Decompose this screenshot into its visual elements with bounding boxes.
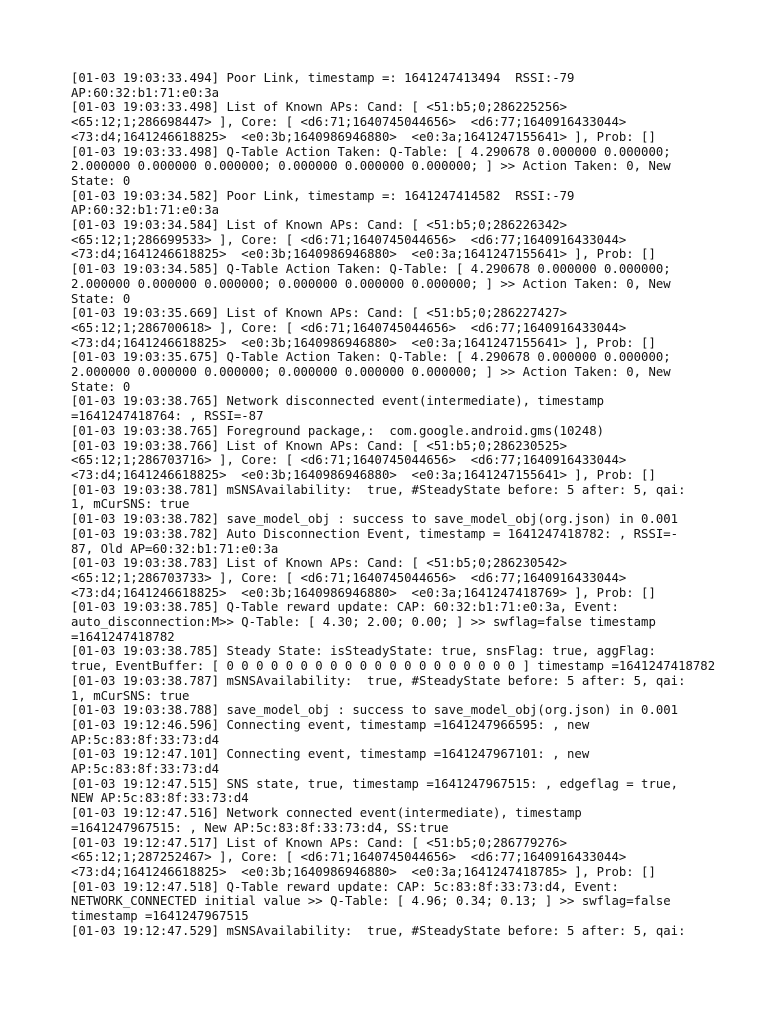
log-line: <73:d4;1641246618825> <e0:3b;1640986946880> <e0:3a;1641247155641> ], Prob: []: [71, 129, 656, 144]
log-line: [01-03 19:12:47.515] SNS state, true, timestamp =1641247967515: , edgeflag = true,: [71, 776, 679, 791]
log-line: <65:12;1;286699533> ], Core: [ <d6:71;1640745044656> <d6:77;1640916433044>: [71, 232, 627, 247]
log-line: 1, mCurSNS: true: [71, 497, 190, 512]
log-line: NETWORK_CONNECTED initial value >> Q-Table: [ 4.96; 0.34; 0.13; ] >> swflag=false: [71, 894, 671, 909]
log-line: <65:12;1;286698447> ], Core: [ <d6:71;1640745044656> <d6:77;1640916433044>: [71, 115, 627, 130]
log-line: [01-03 19:12:47.529] mSNSAvailability: true, #SteadyState before: 5 after: 5, qai:: [71, 923, 686, 938]
log-line: =1641247967515: , New AP:5c:83:8f:33:73:d4, SS:true: [71, 820, 449, 835]
log-line: auto_disconnection:M>> Q-Table: [ 4.30; 2.00; 0.00; ] >> swflag=false timestamp: [71, 615, 656, 630]
log-line: timestamp =1641247967515: [71, 909, 249, 924]
log-line: [01-03 19:03:38.781] mSNSAvailability: true, #SteadyState before: 5 after: 5, qai:: [71, 482, 686, 497]
log-line: <73:d4;1641246618825> <e0:3b;1640986946880> <e0:3a;1641247418769> ], Prob: []: [71, 585, 656, 600]
log-line: <73:d4;1641246618825> <e0:3b;1640986946880> <e0:3a;1641247418785> ], Prob: []: [71, 864, 656, 879]
log-line: [01-03 19:03:33.498] List of Known APs: Cand: [ <51:b5;0;286225256>: [71, 100, 568, 115]
log-line: 1, mCurSNS: true: [71, 688, 190, 703]
log-line: State: 0: [71, 173, 131, 188]
log-line: 2.000000 0.000000 0.000000; 0.000000 0.000000 0.000000; ] >> Action Taken: 0, New: [71, 276, 671, 291]
log-body: [71, 71, 716, 938]
log-line: <73:d4;1641246618825> <e0:3b;1640986946880> <e0:3a;1641247155641> ], Prob: []: [71, 247, 656, 262]
log-line: [01-03 19:12:47.518] Q-Table reward update: CAP: 5c:83:8f:33:73:d4, Event:: [71, 879, 619, 894]
log-line: [01-03 19:03:33.498] Q-Table Action Taken: Q-Table: [ 4.290678 0.000000 0.000000;: [71, 144, 671, 159]
log-document: [71, 71, 716, 938]
log-line: =1641247418764: , RSSI=-87: [71, 409, 264, 424]
log-line: <73:d4;1641246618825> <e0:3b;1640986946880> <e0:3a;1641247155641> ], Prob: []: [71, 335, 656, 350]
log-line: <65:12;1;286700618> ], Core: [ <d6:71;1640745044656> <d6:77;1640916433044>: [71, 320, 627, 335]
log-line: [01-03 19:12:46.596] Connecting event, timestamp =1641247966595: , new: [71, 717, 590, 732]
log-line: [01-03 19:03:38.788] save_model_obj : success to save_model_obj(org.json) in 0.001: [71, 703, 679, 718]
log-line: <65:12;1;287252467> ], Core: [ <d6:71;1640745044656> <d6:77;1640916433044>: [71, 850, 627, 865]
log-line: =1641247418782: [71, 629, 175, 644]
log-line: State: 0: [71, 291, 131, 306]
log-line: [01-03 19:03:35.675] Q-Table Action Taken: Q-Table: [ 4.290678 0.000000 0.000000;: [71, 350, 671, 365]
log-line: AP:60:32:b1:71:e0:3a: [71, 85, 220, 100]
log-line: [01-03 19:12:47.101] Connecting event, timestamp =1641247967101: , new: [71, 747, 590, 762]
log-line: [01-03 19:03:38.765] Network disconnected event(intermediate), timestamp: [71, 394, 605, 409]
log-line: [01-03 19:03:38.783] List of Known APs: Cand: [ <51:b5;0;286230542>: [71, 556, 568, 571]
log-line: <73:d4;1641246618825> <e0:3b;1640986946880> <e0:3a;1641247155641> ], Prob: []: [71, 467, 656, 482]
log-line: 87, Old AP=60:32:b1:71:e0:3a: [71, 541, 279, 556]
log-line: AP:5c:83:8f:33:73:d4: [71, 732, 220, 747]
log-line: [01-03 19:03:38.782] Auto Disconnection Event, timestamp = 1641247418782: , RSSI=-: [71, 526, 679, 541]
log-line: true, EventBuffer: [ 0 0 0 0 0 0 0 0 0 0 0 0 0 0 0 0 0 0 0 0 ] timestamp =1641247418782: [71, 659, 716, 674]
log-line: NEW AP:5c:83:8f:33:73:d4: [71, 791, 249, 806]
log-line: State: 0: [71, 379, 131, 394]
log-line: 2.000000 0.000000 0.000000; 0.000000 0.000000 0.000000; ] >> Action Taken: 0, New: [71, 159, 671, 174]
log-line: 2.000000 0.000000 0.000000; 0.000000 0.000000 0.000000; ] >> Action Taken: 0, New: [71, 365, 671, 380]
log-line: [01-03 19:12:47.516] Network connected event(intermediate), timestamp: [71, 806, 582, 821]
log-line: <65:12;1;286703733> ], Core: [ <d6:71;1640745044656> <d6:77;1640916433044>: [71, 570, 627, 585]
log-line: [01-03 19:03:38.782] save_model_obj : success to save_model_obj(org.json) in 0.001: [71, 512, 679, 527]
log-line: AP:5c:83:8f:33:73:d4: [71, 762, 220, 777]
log-line: [01-03 19:03:34.582] Poor Link, timestamp =: 1641247414582 RSSI:-79: [71, 188, 575, 203]
log-line: <65:12;1;286703716> ], Core: [ <d6:71;1640745044656> <d6:77;1640916433044>: [71, 453, 627, 468]
log-line: [01-03 19:03:38.785] Steady State: isSteadyState: true, snsFlag: true, aggFlag:: [71, 644, 656, 659]
log-line: [01-03 19:03:33.494] Poor Link, timestamp =: 1641247413494 RSSI:-79: [71, 71, 575, 85]
log-line: [01-03 19:03:38.787] mSNSAvailability: true, #SteadyState before: 5 after: 5, qai:: [71, 673, 686, 688]
log-line: [01-03 19:03:38.785] Q-Table reward update: CAP: 60:32:b1:71:e0:3a, Event:: [71, 600, 619, 615]
log-line: [01-03 19:03:34.584] List of Known APs: Cand: [ <51:b5;0;286226342>: [71, 218, 568, 233]
log-line: [01-03 19:03:35.669] List of Known APs: Cand: [ <51:b5;0;286227427>: [71, 306, 568, 321]
log-line: [01-03 19:03:38.766] List of Known APs: Cand: [ <51:b5;0;286230525>: [71, 438, 568, 453]
log-line: [01-03 19:03:38.765] Foreground package,: com.google.android.gms(10248): [71, 423, 605, 438]
log-line: AP:60:32:b1:71:e0:3a: [71, 203, 220, 218]
log-line: [01-03 19:12:47.517] List of Known APs: Cand: [ <51:b5;0;286779276>: [71, 835, 568, 850]
log-line: [01-03 19:03:34.585] Q-Table Action Taken: Q-Table: [ 4.290678 0.000000 0.000000;: [71, 262, 671, 277]
